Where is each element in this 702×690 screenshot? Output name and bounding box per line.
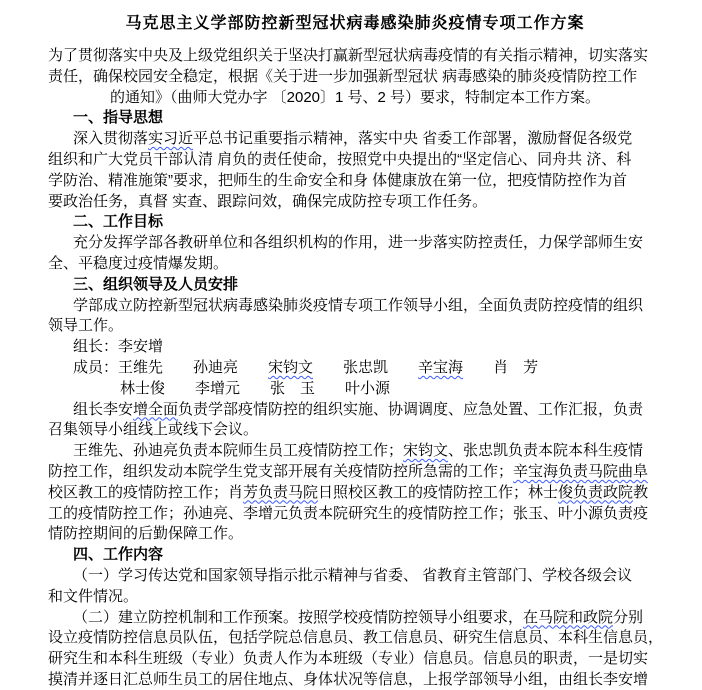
text-run: 教	[633, 483, 649, 501]
text-line	[48, 649, 662, 670]
text-line	[48, 462, 662, 483]
misspelled-text: 辛宝海	[418, 358, 464, 376]
text-run: 和文件情况。	[48, 587, 139, 605]
section-heading	[48, 108, 662, 129]
document-body	[48, 13, 662, 690]
text-run: 王维先、孙迪亮负责本院师生员工疫情防控工作；	[73, 442, 404, 460]
members-line	[48, 379, 662, 400]
section-heading	[48, 212, 662, 233]
text-run: 防控工作，组织发动本院学生党支部开展有关疫情防控所急需的工作；	[48, 462, 514, 480]
text-line	[48, 670, 662, 690]
text-line	[48, 46, 662, 67]
text-run: 林士俊 李增元 张 玉 叶小源	[120, 379, 391, 397]
document-title	[48, 13, 662, 35]
text-run: 为了贯彻落实中央及上级党组织关于坚决打赢新型冠状病毒疫情的有关指示精神，切实落实	[48, 47, 649, 64]
misspelled-text: 宋钧文	[403, 442, 449, 460]
text-run: 研究生和本科生班级（专业）负责人作为本班级（专业）信息员。信息员的职责，一是切实	[48, 650, 649, 668]
misspelled-text: 宋钧文	[268, 358, 314, 376]
text-run: 摸清并逐日汇总师生员工的居住地点、身体状况等信息，上报学部领导小组，由组长李安增	[48, 670, 649, 688]
text-line	[48, 296, 662, 317]
members-line	[48, 358, 662, 379]
text-line	[48, 316, 662, 337]
misspelled-text: 俊负责政院	[558, 483, 634, 501]
section-heading	[48, 275, 662, 296]
misspelled-text: 在马院和政院	[523, 608, 614, 626]
text-run: 马克思主义学部防控新型冠状病毒感染肺炎疫情专项工作方案	[125, 15, 585, 32]
text-line	[48, 628, 662, 649]
text-run: 四、工作内容	[73, 546, 164, 564]
text-line	[48, 566, 662, 587]
text-line	[48, 441, 662, 462]
text-run: 二、工作目标	[73, 213, 164, 231]
text-run: 组长李安	[73, 400, 134, 418]
text-run: 张忠凯	[313, 358, 419, 376]
text-run: 日照校区教工的疫情防控工作；林士	[318, 483, 559, 501]
text-run: 工的疫情防控工作；孙迪亮、李增元负责本院研究生的疫情防控工作；张玉、叶小源负责疫	[48, 504, 649, 522]
text-run: 学部成立防控新型冠状病毒感染肺炎疫情专项工作领导小组，全面负责防控疫情的组织	[73, 296, 644, 314]
text-line	[48, 524, 662, 545]
text-run: 领导工作。	[48, 317, 124, 335]
text-line	[48, 254, 662, 275]
text-run: 、张忠凯负责本院本科生疫情	[448, 442, 644, 460]
text-run: 责任，确保校园安全稳定，根据《关于进一步加强新型冠状 病毒感染的肺炎疫情防控工作	[48, 67, 638, 85]
text-run: 组长：李安增	[73, 338, 164, 356]
text-run: 的通知》（曲师大党办字 〔2020〕1 号、2 号）要求，特制定本工作方案。	[109, 88, 601, 106]
text-run: 全、平稳度过疫情爆发期。	[48, 254, 229, 272]
text-run: 情防控期间的后勤保障工作。	[48, 525, 244, 543]
text-line	[48, 171, 662, 192]
text-line	[48, 587, 662, 608]
text-line	[48, 483, 662, 504]
text-line	[48, 67, 662, 88]
text-line	[48, 608, 662, 629]
text-line	[48, 150, 662, 171]
leader-line	[48, 337, 662, 358]
text-run: 校区教工的疫情防控工作；肖	[48, 483, 244, 501]
text-run: 召集领导小组线上或线下会议。	[48, 421, 259, 439]
misspelled-text: 增全面	[133, 400, 179, 418]
text-run: 平总书记重要指示精神，落实中央 省委工作部署，激励督促各级党	[193, 130, 633, 148]
text-run: 要政治任务，真督 实查、跟踪问效，确保完成防控专项工作任务。	[48, 192, 488, 210]
text-line	[48, 233, 662, 254]
text-line	[48, 129, 662, 150]
text-run: 肖 芳	[463, 358, 539, 376]
text-run: 分别	[613, 608, 644, 626]
text-run: 设立疫情防控信息员队伍，包括学院总信息员、教工信息员、研究生信息员、本科生信息员，	[48, 629, 664, 647]
misspelled-text: 辛宝海负责马院曲阜	[513, 462, 649, 480]
misspelled-text: 芳负责马院	[243, 483, 319, 501]
text-line	[48, 504, 662, 525]
section-heading	[48, 545, 662, 566]
text-run: （一）学习传达党和国家领导指示批示精神与省委、 省教育主管部门、学校各级会议	[73, 566, 633, 584]
text-line	[48, 400, 662, 421]
text-line	[48, 88, 662, 109]
text-run: 充分发挥学部各教研单位和各组织机构的作用，进一步落实防控责任，力保学部师生安	[73, 234, 644, 252]
text-run: 负责学部疫情防控的组织实施、协调调度、应急处置、工作汇报，负责	[178, 400, 644, 418]
text-run: 深入贯彻落	[73, 130, 149, 148]
text-run: （二）建立防控机制和工作预案。按照学校疫情防控领导小组要求，	[73, 608, 524, 626]
text-line	[48, 420, 662, 441]
text-run: 三、组织领导及人员安排	[73, 275, 239, 293]
misspelled-text: 实习近	[148, 130, 194, 148]
text-line	[48, 192, 662, 213]
text-run: 组织和广大党员干部认清 肩负的责任使命，按照党中央提出的“坚定信心、同舟共 济、科	[48, 150, 632, 168]
text-run: 学防治、精准施策”要求，把师生的生命安全和身 体健康放在第一位，把疫情防控作为首	[48, 171, 628, 189]
text-run: 一、指导思想	[73, 109, 164, 127]
text-run: 成员：王维先 孙迪亮	[73, 358, 269, 376]
